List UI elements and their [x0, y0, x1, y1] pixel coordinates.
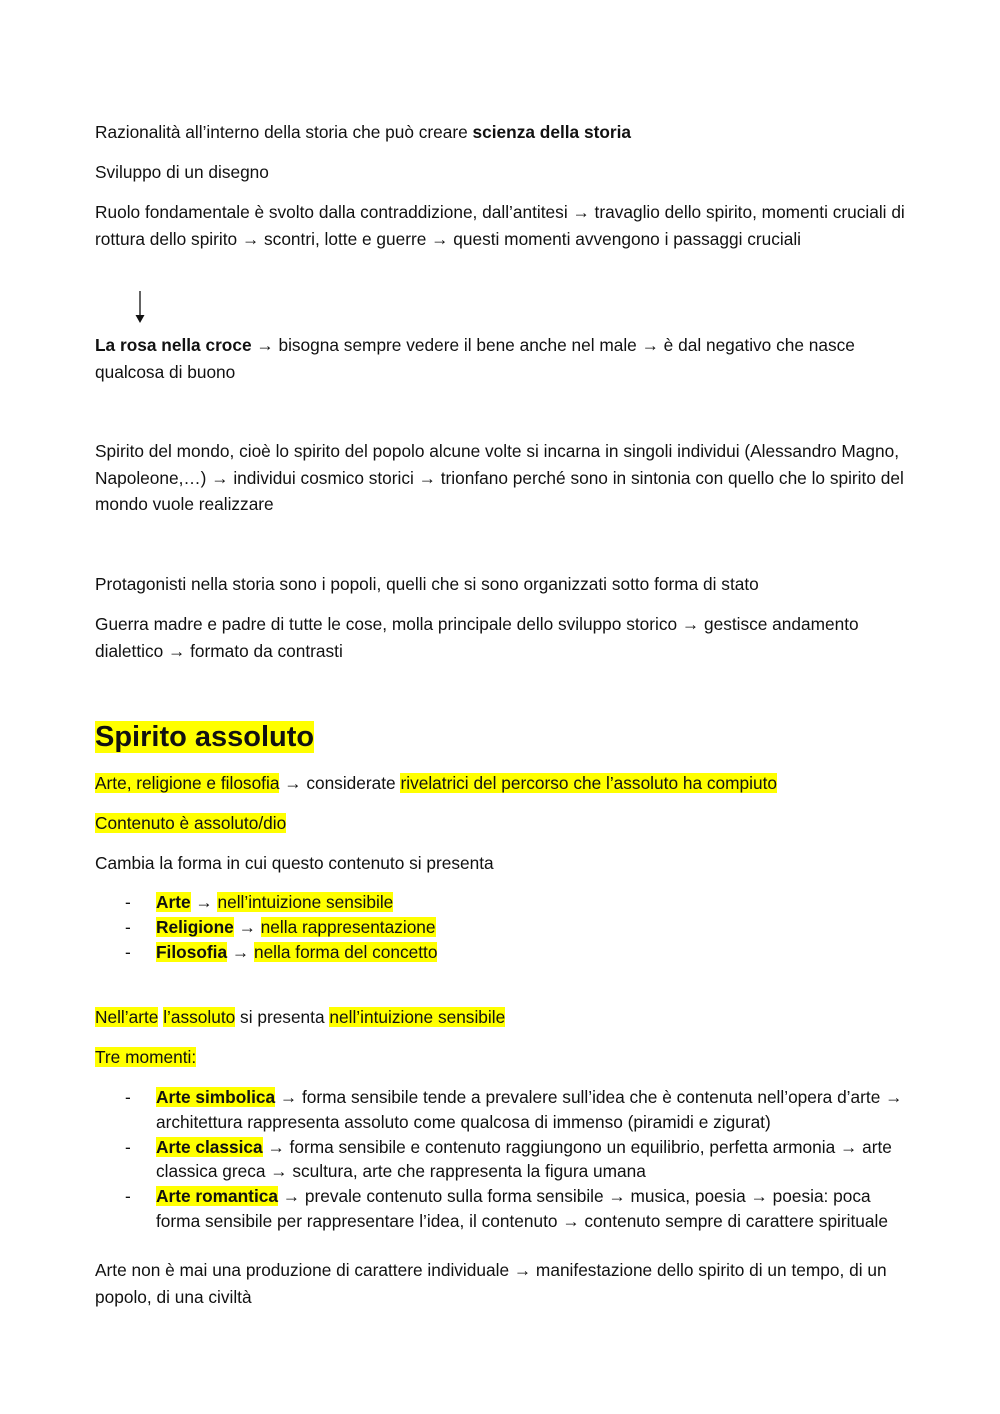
paragraph-cambia-forma: Cambia la forma in cui questo contenuto si presenta — [95, 853, 494, 873]
list-item — [95, 1085, 905, 1135]
down-arrow-icon — [132, 290, 148, 326]
highlight: Contenuto è assoluto/dio — [95, 813, 287, 833]
paragraph-contradiction: Ruolo fondamentale è svolto dalla contraddizione, dall’antitesi → travaglio dello spirito, momenti cruciali di rottura dello spirito → scontri, lotte e guerre → questi momenti avvengono i passaggi cruciali — [95, 202, 905, 249]
highlight: rivelatrici del percorso che l’assoluto ha compiuto — [400, 773, 777, 793]
text: → prevale contenuto sulla forma sensibile → musica, poesia → poesia: poca forma sensibile per rappresentare l’idea, il contenuto → contenuto sempre di carattere spirituale — [156, 1186, 888, 1231]
highlight: l’assoluto — [163, 1007, 236, 1027]
text: → — [190, 892, 218, 912]
list-item — [95, 940, 905, 965]
text: → forma sensibile e contenuto raggiungono un equilibrio, perfetta armonia → arte classica greca → scultura, arte che rappresenta la figura umana — [156, 1136, 892, 1182]
list-dash: - — [125, 941, 131, 962]
list-item — [95, 1184, 905, 1234]
moments-list — [95, 1085, 905, 1234]
highlight: Arte, religione e filosofia — [95, 773, 280, 793]
paragraph-arte-individuale: Arte non è mai una produzione di carattere individuale → manifestazione dello spirito di un tempo, di un popolo, di una civiltà — [95, 1260, 887, 1307]
paragraph-contenuto — [95, 810, 905, 837]
paragraph-rationality — [95, 119, 905, 146]
highlight: nell’intuizione sensibile — [329, 1007, 506, 1027]
paragraph-tre-momenti — [95, 1044, 905, 1071]
list-dash: - — [125, 1186, 131, 1207]
highlight: nell’intuizione sensibile — [217, 892, 394, 912]
text: si presenta — [235, 1007, 330, 1027]
list-item — [95, 890, 905, 915]
bold-term: Arte classica — [156, 1136, 263, 1157]
forms-list — [95, 890, 905, 964]
text: → forma sensibile tende a prevalere sull’idea che è contenuta nell’opera d’arte → architettura rappresenta assoluto come qualcosa di immenso (piramidi e zigurat) — [156, 1087, 903, 1132]
list-item — [95, 915, 905, 940]
text: → considerate — [279, 773, 401, 793]
bold-term: Arte — [156, 892, 191, 912]
paragraph-nellarte — [95, 1004, 905, 1031]
highlight: nella rappresentazione — [260, 916, 436, 937]
text: → bisogna sempre vedere il bene anche nel male → è dal negativo che nasce qualcosa di buono — [95, 335, 855, 382]
text: → — [233, 916, 261, 937]
list-dash: - — [125, 1087, 131, 1107]
highlight: Nell’arte — [95, 1007, 159, 1027]
bold-term: Arte simbolica — [156, 1087, 276, 1107]
paragraph-world-spirit: Spirito del mondo, cioè lo spirito del popolo alcune volte si incarna in singoli individui (Alessandro Magno, Napoleone,…) → individui cosmico storici → trionfano perché sono in sintonia con quello che lo spirito del mondo vuole realizzare — [95, 441, 904, 514]
text: Razionalità all’interno della storia che può creare — [95, 122, 473, 142]
paragraph-arte-religione — [95, 770, 905, 797]
text: → — [227, 941, 254, 962]
list-dash: - — [125, 892, 131, 912]
paragraph-protagonists: Protagonisti nella storia sono i popoli, quelli che si sono organizzati sotto forma di stato — [95, 574, 759, 594]
bold-term: Religione — [156, 916, 234, 937]
list-dash: - — [125, 1136, 131, 1157]
bold-term: Arte romantica — [156, 1186, 278, 1207]
heading-text: Spirito assoluto — [95, 721, 315, 753]
bold-term: La rosa nella croce — [95, 335, 252, 355]
list-item — [95, 1135, 905, 1185]
paragraph-design: Sviluppo di un disegno — [95, 162, 269, 182]
list-dash: - — [125, 916, 131, 937]
highlight: nella forma del concetto — [253, 941, 438, 962]
paragraph-rose-cross — [95, 332, 905, 385]
heading-spirito-assoluto — [95, 716, 314, 758]
bold-term: Filosofia — [156, 941, 228, 962]
paragraph-war: Guerra madre e padre di tutte le cose, molla principale dello sviluppo storico → gestisce andamento dialettico → formato da contrasti — [95, 614, 859, 661]
highlight: Tre momenti: — [95, 1047, 197, 1067]
bold-term: scienza della storia — [472, 122, 632, 142]
